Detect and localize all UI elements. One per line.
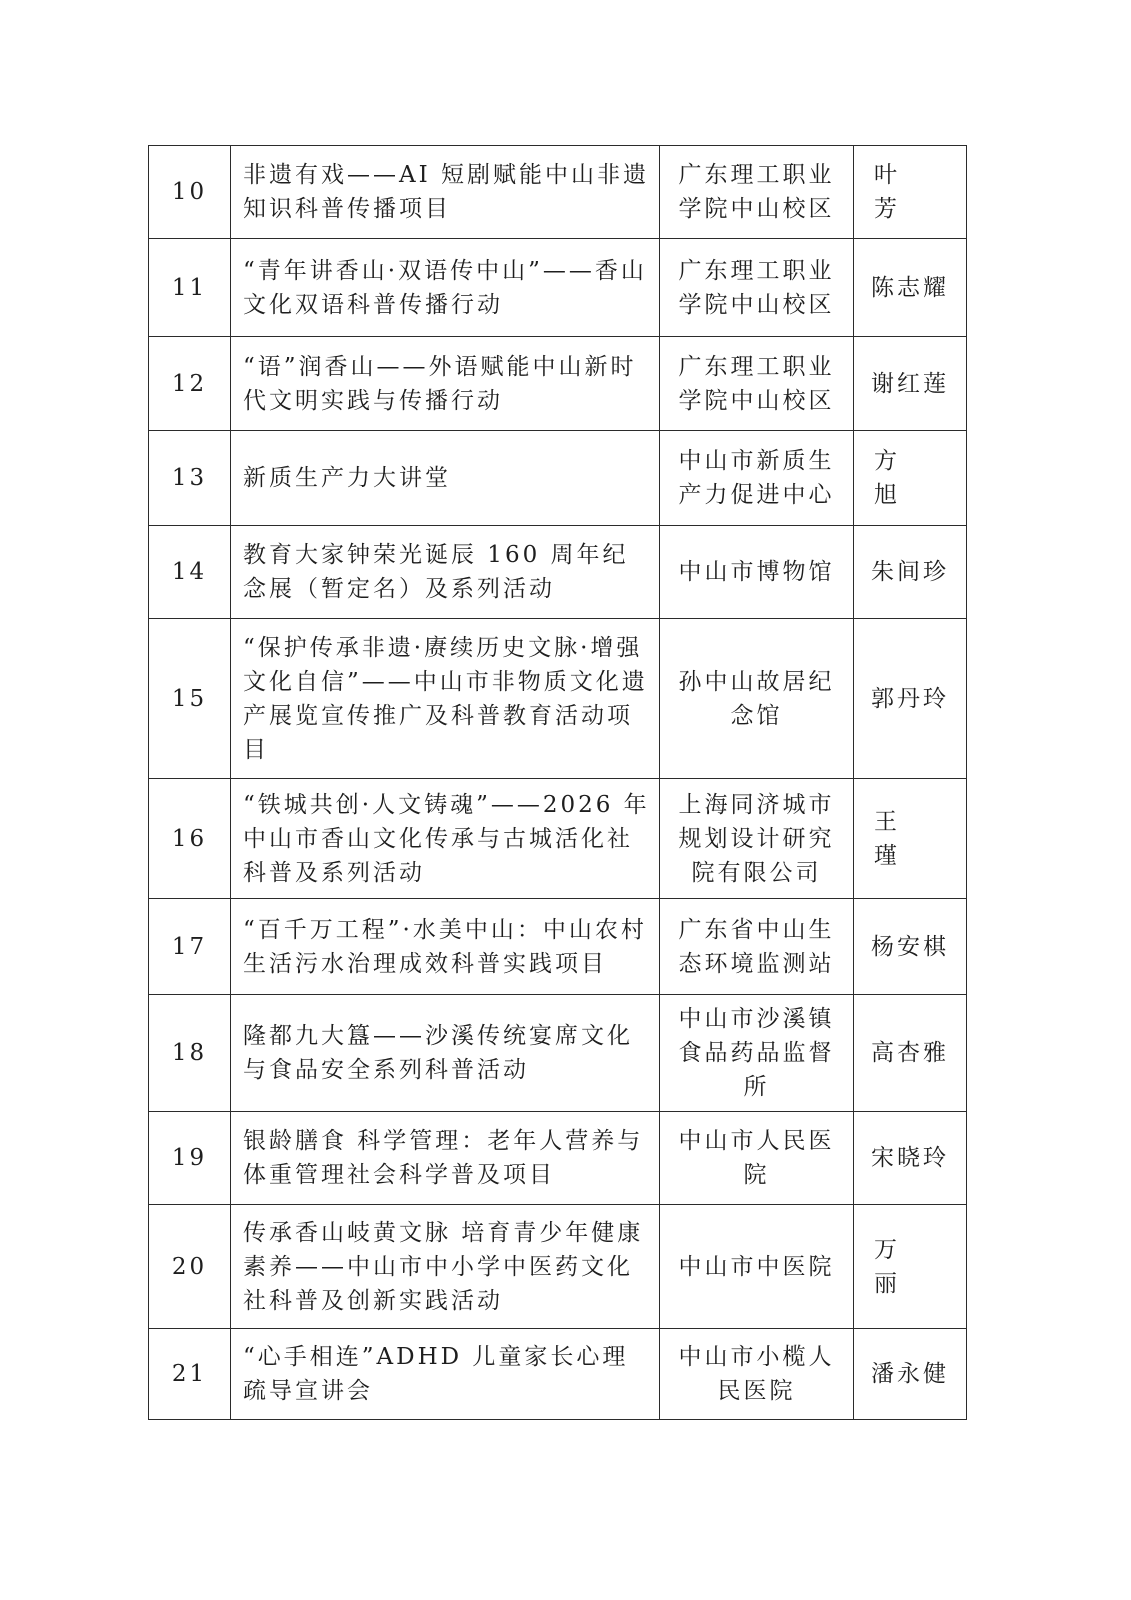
project-name: “保护传承非遗·赓续历史文脉·增强文化自信”——中山市非物质文化遗产展览宣传推广及科普教育活动项目 [231, 619, 660, 779]
project-name: “心手相连”ADHD 儿童家长心理疏导宣讲会 [231, 1329, 660, 1420]
row-number: 21 [149, 1329, 231, 1420]
table-row [149, 1329, 967, 1420]
row-number: 16 [149, 779, 231, 899]
project-name: 新质生产力大讲堂 [231, 431, 660, 526]
project-name: “铁城共创·人文铸魂”——2026 年中山市香山文化传承与古城活化社科普及系列活动 [231, 779, 660, 899]
project-name: 银龄膳食 科学管理：老年人营养与体重管理社会科学普及项目 [231, 1112, 660, 1205]
project-name: 非遗有戏——AI 短剧赋能中山非遗知识科普传播项目 [231, 146, 660, 239]
contact-person: 郭丹玲 [854, 619, 967, 779]
row-number: 19 [149, 1112, 231, 1205]
project-name: “百千万工程”·水美中山：中山农村生活污水治理成效科普实践项目 [231, 899, 660, 995]
applicant-unit: 中山市博物馆 [660, 526, 854, 619]
table-row [149, 1112, 967, 1205]
applicant-unit: 中山市新质生产力促进中心 [660, 431, 854, 526]
table-row [149, 146, 967, 239]
row-number: 20 [149, 1205, 231, 1329]
row-number: 12 [149, 337, 231, 431]
table-row [149, 526, 967, 619]
contact-person: 潘永健 [854, 1329, 967, 1420]
table-row [149, 337, 967, 431]
project-name: “语”润香山——外语赋能中山新时代文明实践与传播行动 [231, 337, 660, 431]
row-number: 13 [149, 431, 231, 526]
table-row [149, 779, 967, 899]
contact-person: 杨安棋 [854, 899, 967, 995]
project-name: 教育大家钟荣光诞辰 160 周年纪念展（暂定名）及系列活动 [231, 526, 660, 619]
applicant-unit: 广东理工职业学院中山校区 [660, 337, 854, 431]
row-number: 15 [149, 619, 231, 779]
applicant-unit: 中山市沙溪镇食品药品监督所 [660, 995, 854, 1112]
project-name: 传承香山岐黄文脉 培育青少年健康素养——中山市中小学中医药文化社科普及创新实践活动 [231, 1205, 660, 1329]
applicant-unit: 孙中山故居纪念馆 [660, 619, 854, 779]
row-number: 17 [149, 899, 231, 995]
contact-person: 王 瑾 [854, 779, 967, 899]
contact-person: 谢红莲 [854, 337, 967, 431]
row-number: 14 [149, 526, 231, 619]
table-row [149, 995, 967, 1112]
row-number: 18 [149, 995, 231, 1112]
applicant-unit: 中山市中医院 [660, 1205, 854, 1329]
contact-person: 叶 芳 [854, 146, 967, 239]
applicant-unit: 广东省中山生态环境监测站 [660, 899, 854, 995]
applicant-unit: 中山市小榄人民医院 [660, 1329, 854, 1420]
table-row [149, 1205, 967, 1329]
applicant-unit: 广东理工职业学院中山校区 [660, 146, 854, 239]
project-name: “青年讲香山·双语传中山”——香山文化双语科普传播行动 [231, 239, 660, 337]
contact-person: 陈志耀 [854, 239, 967, 337]
table-row [149, 239, 967, 337]
project-table [148, 145, 967, 1420]
contact-person: 高杏雅 [854, 995, 967, 1112]
applicant-unit: 中山市人民医院 [660, 1112, 854, 1205]
applicant-unit: 广东理工职业学院中山校区 [660, 239, 854, 337]
row-number: 10 [149, 146, 231, 239]
project-name: 隆都九大簋——沙溪传统宴席文化与食品安全系列科普活动 [231, 995, 660, 1112]
contact-person: 万 丽 [854, 1205, 967, 1329]
table-row [149, 899, 967, 995]
applicant-unit: 上海同济城市规划设计研究院有限公司 [660, 779, 854, 899]
contact-person: 方 旭 [854, 431, 967, 526]
table-row [149, 431, 967, 526]
contact-person: 朱间珍 [854, 526, 967, 619]
table-row [149, 619, 967, 779]
row-number: 11 [149, 239, 231, 337]
contact-person: 宋晓玲 [854, 1112, 967, 1205]
